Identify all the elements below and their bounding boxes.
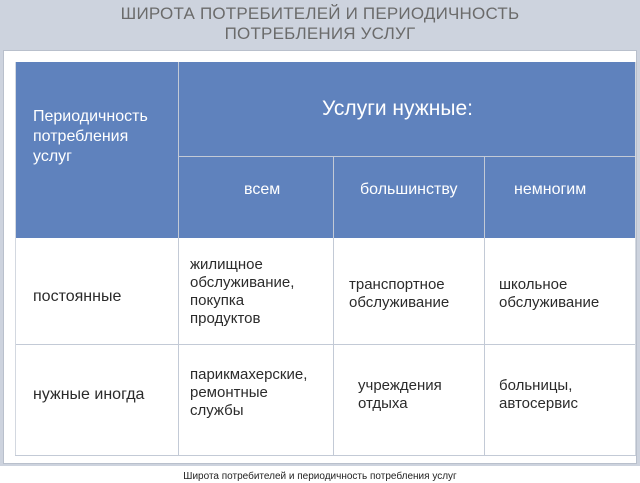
row-divider: [15, 455, 636, 456]
table-cell: жилищное обслуживание, покупка продуктов: [190, 256, 295, 327]
row-label-permanent: постоянные: [33, 288, 122, 305]
table-cell: больницы, автосервис: [499, 377, 579, 412]
column-divider: [484, 157, 485, 455]
column-divider: [333, 157, 334, 455]
row-divider: [15, 344, 636, 345]
corner-header: Периодичность потребления услуг: [33, 108, 148, 165]
column-header-few: немногим: [514, 181, 587, 198]
table-cell: школьное обслуживание: [499, 276, 600, 311]
column-header-all: всем: [244, 181, 281, 198]
slide-caption: Широта потребителей и периодичность потребления услуг: [183, 471, 457, 482]
slide-title-line-2: ПОТРЕБЛЕНИЯ УСЛУГ: [224, 24, 416, 43]
table-cell: учреждения отдыха: [358, 377, 442, 412]
column-divider: [178, 62, 179, 455]
table-cell: транспортное обслуживание: [349, 276, 450, 311]
group-header: Услуги нужные:: [322, 97, 473, 120]
table-cell: парикмахерские, ремонтные службы: [190, 366, 308, 419]
header-divider: [178, 156, 636, 157]
column-header-majority: большинству: [360, 181, 458, 198]
slide-title-line-1: ШИРОТА ПОТРЕБИТЕЛЕЙ И ПЕРИОДИЧНОСТЬ: [120, 4, 520, 23]
table-edge: [15, 62, 16, 455]
slide-title: [0, 4, 640, 44]
row-label-sometimes: нужные иногда: [33, 386, 145, 403]
table-edge: [635, 62, 636, 455]
